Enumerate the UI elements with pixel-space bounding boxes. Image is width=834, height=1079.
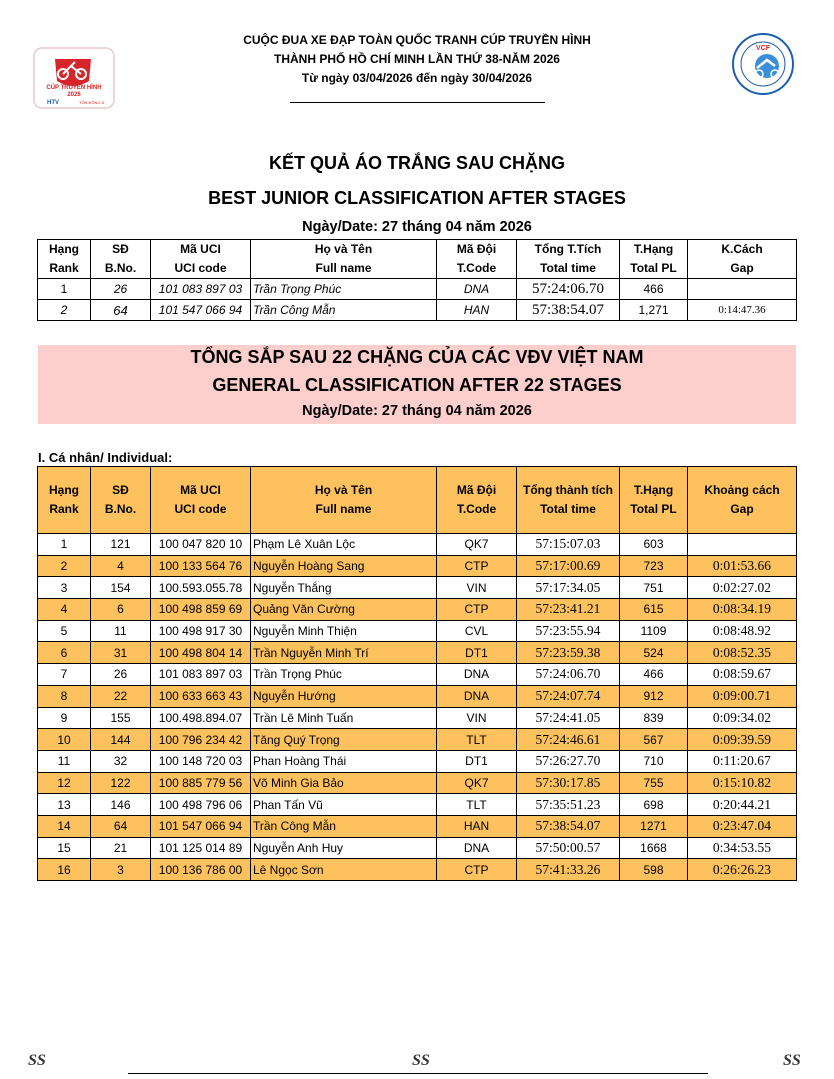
col-header: Mã Đội T.Code: [437, 240, 517, 279]
cell-uci: 101 083 897 03: [151, 279, 251, 300]
cell-team: TLT: [437, 794, 517, 816]
table-row: [38, 750, 797, 772]
cell-team: TLT: [437, 729, 517, 751]
general-date: Ngày/Date: 27 tháng 04 năm 2026: [302, 403, 532, 419]
cell-bib: 32: [91, 750, 151, 772]
cell-rank: 3: [38, 577, 91, 599]
cell-name: Lê Ngọc Sơn: [251, 859, 437, 881]
table-row: [38, 794, 797, 816]
cell-time: 57:24:41.05: [517, 707, 620, 729]
cell-uci: 101 125 014 89: [151, 837, 251, 859]
cell-uci: 100 498 859 69: [151, 599, 251, 621]
cell-rank: 2: [38, 555, 91, 577]
cell-bib: 26: [91, 279, 151, 300]
cell-rank: 5: [38, 620, 91, 642]
table-row: [38, 279, 797, 300]
cell-team: QK7: [437, 772, 517, 794]
cell-uci: 100 136 786 00: [151, 859, 251, 881]
cell-uci: 100 796 234 42: [151, 729, 251, 751]
cell-pl: 1109: [620, 620, 688, 642]
cell-rank: 1: [38, 534, 91, 556]
cell-time: 57:17:00.69: [517, 555, 620, 577]
cell-bib: 11: [91, 620, 151, 642]
logo-left-year: 2026: [67, 92, 81, 98]
header-line-1: CUỘC ĐUA XE ĐẠP TOÀN QUỐC TRANH CÚP TRUYỀN HÌNH: [243, 33, 591, 47]
cell-name: Trần Công Mẫn: [251, 815, 437, 837]
cell-pl: 567: [620, 729, 688, 751]
cell-gap: 0:15:10.82: [688, 772, 797, 794]
cell-pl: 1668: [620, 837, 688, 859]
logo-left-brand1: HTV: [47, 100, 59, 106]
col-header: Hạng Rank: [38, 240, 91, 279]
cell-name: Nguyễn Hướng: [251, 685, 437, 707]
footer-line: [128, 1073, 708, 1074]
col-header: T.Hạng Total PL: [620, 467, 688, 534]
cell-time: 57:38:54.07: [517, 815, 620, 837]
general-title-vi: TỔNG SẮP SAU 22 CHẶNG CỦA CÁC VĐV VIỆT NAM: [190, 347, 644, 367]
cell-rank: 16: [38, 859, 91, 881]
cell-pl: 698: [620, 794, 688, 816]
cell-pl: 1271: [620, 815, 688, 837]
junior-header-row: [38, 240, 797, 279]
cell-team: CTP: [437, 859, 517, 881]
col-header: Mã Đội T.Code: [437, 467, 517, 534]
cell-gap: 0:08:48.92: [688, 620, 797, 642]
cell-uci: 100 133 564 76: [151, 555, 251, 577]
cell-time: 57:35:51.23: [517, 794, 620, 816]
cell-bib: 155: [91, 707, 151, 729]
table-row: [38, 534, 797, 556]
cell-team: DNA: [437, 279, 517, 300]
cell-name: Nguyễn Anh Huy: [251, 837, 437, 859]
col-header: SĐ B.No.: [91, 240, 151, 279]
cell-bib: 26: [91, 664, 151, 686]
cell-bib: 4: [91, 555, 151, 577]
footer-logo-right: SS: [783, 1052, 801, 1069]
cell-gap: 0:08:52.35: [688, 642, 797, 664]
section-individual: I. Cá nhân/ Individual:: [38, 450, 173, 465]
cell-pl: 598: [620, 859, 688, 881]
cell-uci: 100 047 820 10: [151, 534, 251, 556]
col-header: Hạng Rank: [38, 467, 91, 534]
cell-rank: 1: [38, 279, 91, 300]
cell-uci: 100 498 804 14: [151, 642, 251, 664]
cell-name: Nguyễn Minh Thiện: [251, 620, 437, 642]
cell-gap: 0:08:34.19: [688, 599, 797, 621]
cell-rank: 9: [38, 707, 91, 729]
cell-rank: 11: [38, 750, 91, 772]
cell-bib: 146: [91, 794, 151, 816]
logo-left-brand2: TÔN ĐÔNG Á: [79, 100, 105, 105]
cell-team: QK7: [437, 534, 517, 556]
cell-gap: [688, 534, 797, 556]
cell-bib: 3: [91, 859, 151, 881]
cell-rank: 4: [38, 599, 91, 621]
cell-rank: 12: [38, 772, 91, 794]
cell-gap: 0:09:39.59: [688, 729, 797, 751]
cell-gap: 0:02:27.02: [688, 577, 797, 599]
cell-team: VIN: [437, 707, 517, 729]
cell-uci: 101 547 066 94: [151, 300, 251, 321]
footer-logo-left: SS: [28, 1052, 46, 1069]
cell-team: DNA: [437, 685, 517, 707]
table-row: [38, 685, 797, 707]
table-row: [38, 815, 797, 837]
cell-name: Trần Nguyễn Minh Trí: [251, 642, 437, 664]
cell-name: Phan Tấn Vũ: [251, 794, 437, 816]
header-line-3: Từ ngày 03/04/2026 đến ngày 30/04/2026: [301, 71, 533, 85]
cell-rank: 8: [38, 685, 91, 707]
cell-rank: 14: [38, 815, 91, 837]
cell-name: Võ Minh Gia Bảo: [251, 772, 437, 794]
col-header: Họ và Tên Full name: [251, 467, 437, 534]
cell-name: Trần Lê Minh Tuấn: [251, 707, 437, 729]
cell-rank: 7: [38, 664, 91, 686]
cell-team: CVL: [437, 620, 517, 642]
col-header: Tổng thành tích Total time: [517, 467, 620, 534]
junior-title-vi: KẾT QUẢ ÁO TRẮNG SAU CHẶNG: [269, 153, 565, 173]
table-row: [38, 664, 797, 686]
cell-rank: 2: [38, 300, 91, 321]
col-header: Tổng T.Tích Total time: [517, 240, 620, 279]
table-row: [38, 300, 797, 321]
cell-time: 57:41:33.26: [517, 859, 620, 881]
cell-bib: 144: [91, 729, 151, 751]
col-header: Họ và Tên Full name: [251, 240, 437, 279]
cell-name: Nguyễn Thắng: [251, 577, 437, 599]
cell-name: Phan Hoàng Thái: [251, 750, 437, 772]
cell-name: Trần Trọng Phúc: [251, 664, 437, 686]
table-row: [38, 577, 797, 599]
cell-team: DNA: [437, 837, 517, 859]
cell-time: 57:15:07.03: [517, 534, 620, 556]
cell-pl: 755: [620, 772, 688, 794]
cell-gap: 0:09:00.71: [688, 685, 797, 707]
table-row: [38, 772, 797, 794]
cell-time: 57:24:46.61: [517, 729, 620, 751]
cell-name: Trần Trọng Phúc: [251, 279, 437, 300]
cell-gap: 0:23:47.04: [688, 815, 797, 837]
cell-rank: 13: [38, 794, 91, 816]
col-header: K.Cách Gap: [688, 240, 797, 279]
cell-gap: 0:34:53.55: [688, 837, 797, 859]
footer-logo-center: SS: [412, 1052, 430, 1069]
general-header-row: [38, 467, 797, 534]
cell-uci: 100.593.055.78: [151, 577, 251, 599]
cell-name: Nguyễn Hoàng Sang: [251, 555, 437, 577]
cell-rank: 15: [38, 837, 91, 859]
cell-pl: 615: [620, 599, 688, 621]
cell-bib: 21: [91, 837, 151, 859]
general-table: [37, 466, 797, 881]
cell-name: Tăng Quý Trọng: [251, 729, 437, 751]
table-row: [38, 837, 797, 859]
cell-pl: 603: [620, 534, 688, 556]
cell-time: 57:38:54.07: [517, 300, 620, 321]
cell-time: 57:24:06.70: [517, 279, 620, 300]
cell-gap: 0:14:47.36: [688, 300, 797, 321]
table-row: [38, 707, 797, 729]
table-row: [38, 555, 797, 577]
cell-pl: 1,271: [620, 300, 688, 321]
cell-gap: [688, 279, 797, 300]
cell-bib: 22: [91, 685, 151, 707]
table-row: [38, 729, 797, 751]
cell-pl: 751: [620, 577, 688, 599]
cell-team: CTP: [437, 555, 517, 577]
cell-team: DNA: [437, 664, 517, 686]
table-row: [38, 599, 797, 621]
cell-uci: 101 547 066 94: [151, 815, 251, 837]
cell-uci: 100 498 796 06: [151, 794, 251, 816]
logo-left-text: CÚP TRUYỀN HÌNH: [46, 85, 102, 91]
cell-team: DT1: [437, 750, 517, 772]
cell-uci: 100.498.894.07: [151, 707, 251, 729]
cell-team: VIN: [437, 577, 517, 599]
cell-time: 57:26:27.70: [517, 750, 620, 772]
cell-time: 57:23:41.21: [517, 599, 620, 621]
cell-pl: 466: [620, 664, 688, 686]
cell-pl: 466: [620, 279, 688, 300]
cell-gap: 0:01:53.66: [688, 555, 797, 577]
cell-time: 57:24:07.74: [517, 685, 620, 707]
cell-time: 57:24:06.70: [517, 664, 620, 686]
table-row: [38, 620, 797, 642]
cell-time: 57:23:59.38: [517, 642, 620, 664]
cell-bib: 121: [91, 534, 151, 556]
cell-uci: 100 633 663 43: [151, 685, 251, 707]
cell-gap: 0:20:44.21: [688, 794, 797, 816]
cell-rank: 10: [38, 729, 91, 751]
table-row: [38, 859, 797, 881]
cell-pl: 912: [620, 685, 688, 707]
cell-pl: 710: [620, 750, 688, 772]
header-divider: [290, 102, 545, 103]
logo-right-text: VCF: [756, 45, 770, 52]
col-header: Khoảng cách Gap: [688, 467, 797, 534]
cell-team: DT1: [437, 642, 517, 664]
junior-date: Ngày/Date: 27 tháng 04 năm 2026: [302, 219, 532, 235]
cell-bib: 122: [91, 772, 151, 794]
cell-bib: 31: [91, 642, 151, 664]
col-header: T.Hạng Total PL: [620, 240, 688, 279]
cell-gap: 0:26:26.23: [688, 859, 797, 881]
table-row: [38, 642, 797, 664]
cell-bib: 154: [91, 577, 151, 599]
cell-team: CTP: [437, 599, 517, 621]
col-header: SĐ B.No.: [91, 467, 151, 534]
cell-team: HAN: [437, 300, 517, 321]
junior-table: [37, 239, 797, 321]
cell-gap: 0:11:20.67: [688, 750, 797, 772]
cell-time: 57:50:00.57: [517, 837, 620, 859]
cell-gap: 0:08:59.67: [688, 664, 797, 686]
col-header: Mã UCI UCI code: [151, 467, 251, 534]
cell-pl: 839: [620, 707, 688, 729]
cell-pl: 524: [620, 642, 688, 664]
cell-bib: 6: [91, 599, 151, 621]
cell-uci: 100 498 917 30: [151, 620, 251, 642]
cell-name: Quảng Văn Cường: [251, 599, 437, 621]
cell-gap: 0:09:34.02: [688, 707, 797, 729]
cell-uci: 100 885 779 56: [151, 772, 251, 794]
junior-title-en: BEST JUNIOR CLASSIFICATION AFTER STAGES: [208, 188, 626, 208]
cell-time: 57:23:55.94: [517, 620, 620, 642]
col-header: Mã UCI UCI code: [151, 240, 251, 279]
cell-uci: 101 083 897 03: [151, 664, 251, 686]
cell-pl: 723: [620, 555, 688, 577]
cell-time: 57:17:34.05: [517, 577, 620, 599]
cell-bib: 64: [91, 300, 151, 321]
general-title-en: GENERAL CLASSIFICATION AFTER 22 STAGES: [212, 375, 622, 395]
cell-team: HAN: [437, 815, 517, 837]
cell-time: 57:30:17.85: [517, 772, 620, 794]
cell-rank: 6: [38, 642, 91, 664]
cell-name: Trần Công Mẫn: [251, 300, 437, 321]
header-line-2: THÀNH PHỐ HỒ CHÍ MINH LẦN THỨ 38-NĂM 2026: [274, 52, 560, 66]
cell-bib: 64: [91, 815, 151, 837]
cell-name: Phạm Lê Xuân Lộc: [251, 534, 437, 556]
cell-uci: 100 148 720 03: [151, 750, 251, 772]
